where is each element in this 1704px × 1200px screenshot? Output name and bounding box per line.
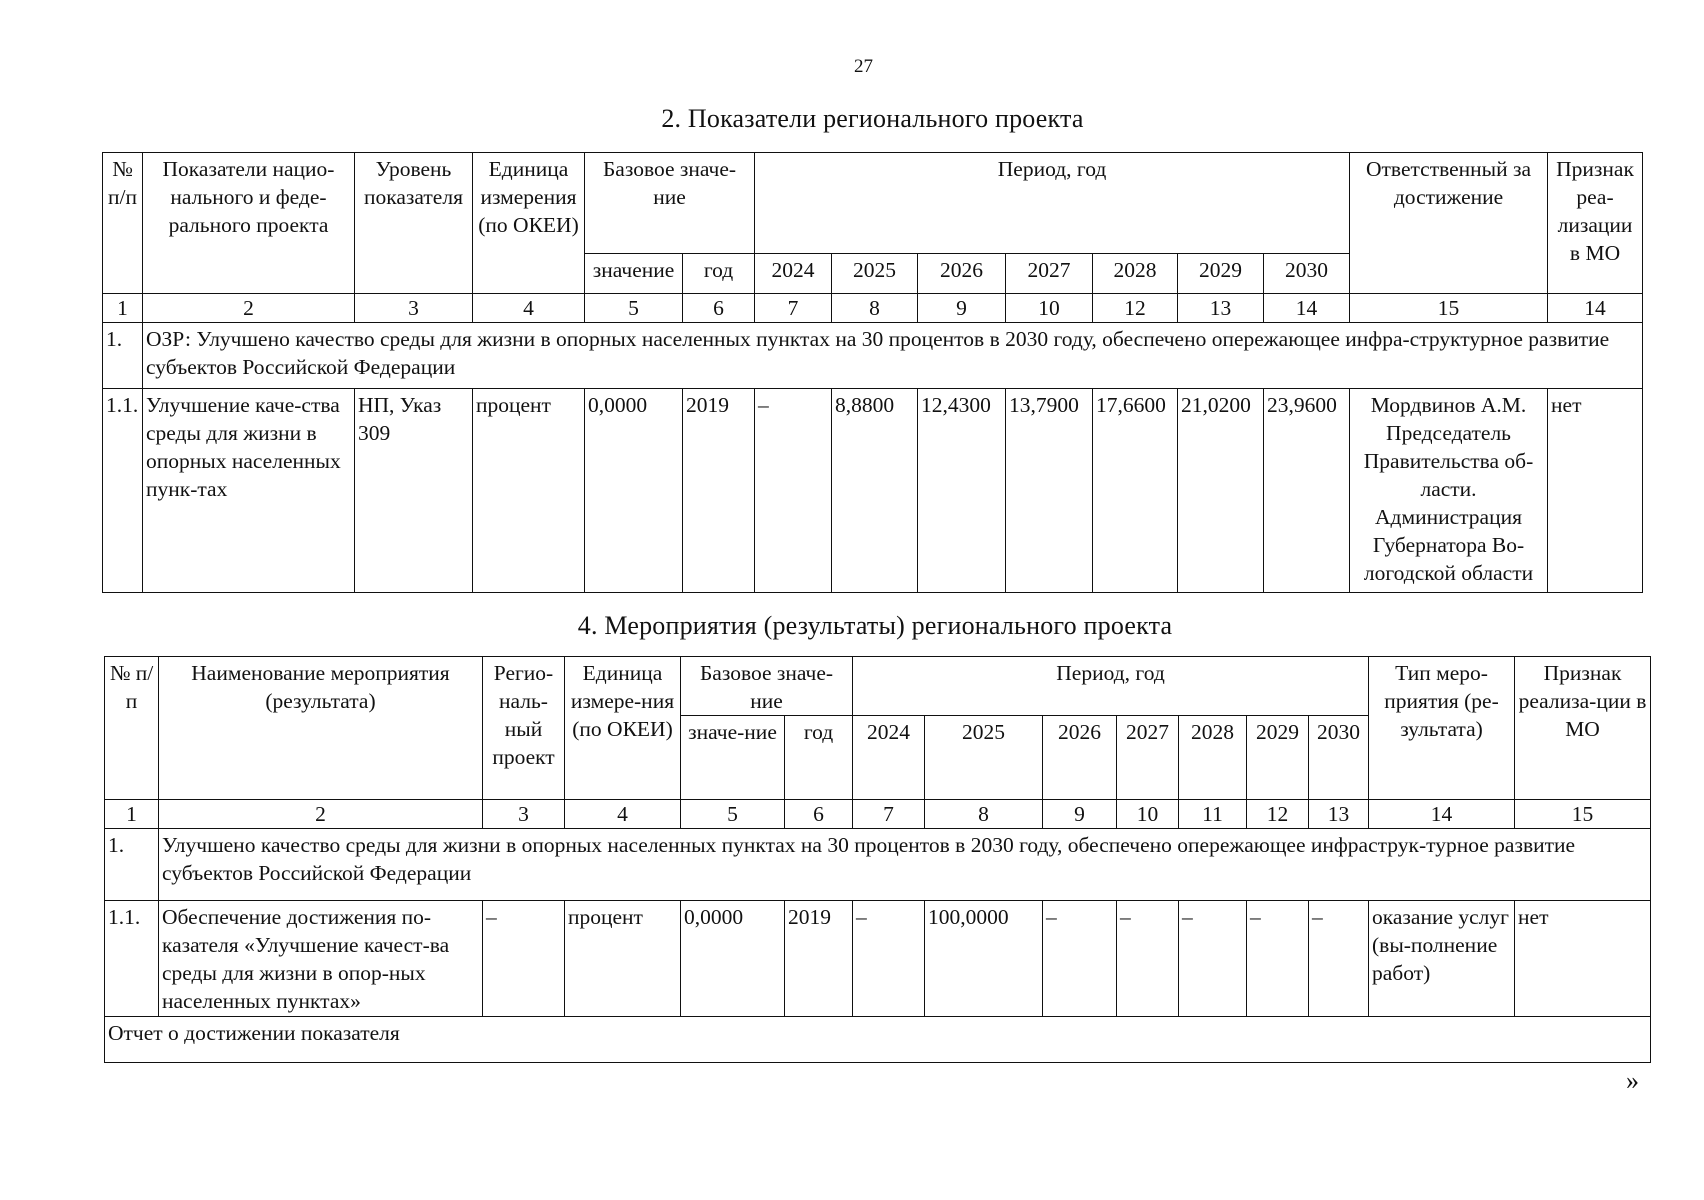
report-row [105, 1017, 1651, 1063]
row-value: – [1309, 901, 1369, 1017]
col-number: 6 [785, 800, 853, 829]
row-base-year: 2019 [785, 901, 853, 1017]
col-number: 8 [925, 800, 1043, 829]
column-numbers-row [105, 800, 1651, 829]
closing-quote: » [1626, 1066, 1639, 1095]
header-year: 2024 [755, 254, 832, 294]
header-period: Период, год [755, 153, 1350, 254]
header-year: 2028 [1093, 254, 1178, 294]
header-indicator: Показатели нацио-нального и феде-рального проекта [143, 153, 355, 294]
header-name: Наименование мероприятия (результата) [159, 657, 483, 800]
row-value: – [1179, 901, 1247, 1017]
row-value: 21,0200 [1178, 389, 1264, 593]
col-number: 12 [1247, 800, 1309, 829]
col-number: 4 [473, 294, 585, 323]
col-number: 10 [1006, 294, 1093, 323]
col-number: 9 [918, 294, 1006, 323]
header-year: 2026 [1043, 716, 1117, 800]
header-year: 2026 [918, 254, 1006, 294]
header-period: Период, год [853, 657, 1369, 716]
col-number: 5 [681, 800, 785, 829]
col-number: 9 [1043, 800, 1117, 829]
col-number: 13 [1309, 800, 1369, 829]
section-4-title: 4. Мероприятия (результаты) регионального проекта [577, 611, 1173, 640]
header-year: 2025 [925, 716, 1043, 800]
header-num: № п/п [105, 657, 159, 800]
header-year: 2027 [1006, 254, 1093, 294]
row-level: НП, Указ 309 [355, 389, 473, 593]
col-number: 15 [1350, 294, 1548, 323]
column-numbers-row [103, 294, 1643, 323]
header-level: Уровень показателя [355, 153, 473, 294]
page-number: 27 [854, 56, 873, 77]
row-base-year: 2019 [683, 389, 755, 593]
header-year: 2030 [1264, 254, 1350, 294]
row-regional: – [483, 901, 565, 1017]
row-value: – [755, 389, 832, 593]
row-value: 8,8800 [832, 389, 918, 593]
header-mo-flag: Признак реа-лизации в МО [1548, 153, 1643, 294]
header-year: 2025 [832, 254, 918, 294]
report-text: Отчет о достижении показателя [105, 1017, 1651, 1063]
header-year: 2029 [1178, 254, 1264, 294]
row-value: 13,7900 [1006, 389, 1093, 593]
col-number: 3 [483, 800, 565, 829]
row-indicator: Улучшение каче-ства среды для жизни в опорных населенных пунк-тах [143, 389, 355, 593]
header-base-value: значе-ние [681, 716, 785, 800]
col-number: 5 [585, 294, 683, 323]
col-number: 2 [159, 800, 483, 829]
row-value: – [1043, 901, 1117, 1017]
col-number: 7 [755, 294, 832, 323]
row-value: – [853, 901, 925, 1017]
header-year: 2027 [1117, 716, 1179, 800]
col-number: 13 [1178, 294, 1264, 323]
row-num: 1.1. [105, 901, 159, 1017]
col-number: 14 [1264, 294, 1350, 323]
col-number: 10 [1117, 800, 1179, 829]
col-number: 1 [105, 800, 159, 829]
header-base: Базовое значе-ние [585, 153, 755, 254]
row-name: Обеспечение достижения по-казателя «Улучшение качест-ва среды для жизни в опор-ных населенных пунктах» [159, 901, 483, 1017]
row-responsible: Мордвинов А.М. Председатель Правительства об-ласти. Администрация Губернатора Во-логодской области [1350, 389, 1548, 593]
col-number: 6 [683, 294, 755, 323]
col-number: 15 [1515, 800, 1651, 829]
col-number: 8 [832, 294, 918, 323]
section-2-title: 2. Показатели регионального проекта [661, 104, 1084, 133]
header-mo-flag: Признак реализа-ции в МО [1515, 657, 1651, 800]
header-responsible: Ответственный за достижение [1350, 153, 1548, 294]
row-mo-flag: нет [1515, 901, 1651, 1017]
indicators-table [102, 152, 1643, 593]
goal-row [105, 829, 1651, 901]
col-number: 1 [103, 294, 143, 323]
header-unit: Единица измере-ния (по ОКЕИ) [565, 657, 681, 800]
row-value: – [1117, 901, 1179, 1017]
row-base-value: 0,0000 [681, 901, 785, 1017]
col-number: 4 [565, 800, 681, 829]
col-number: 2 [143, 294, 355, 323]
header-year: 2024 [853, 716, 925, 800]
header-type: Тип меро-приятия (ре-зультата) [1369, 657, 1515, 800]
header-year: 2029 [1247, 716, 1309, 800]
header-base-year: год [683, 254, 755, 294]
header-base-year: год [785, 716, 853, 800]
row-unit: процент [473, 389, 585, 593]
row-value: – [1247, 901, 1309, 1017]
row-unit: процент [565, 901, 681, 1017]
header-base-value: значение [585, 254, 683, 294]
col-number: 14 [1548, 294, 1643, 323]
row-mo-flag: нет [1548, 389, 1643, 593]
col-number: 12 [1093, 294, 1178, 323]
row-base-value: 0,0000 [585, 389, 683, 593]
table-row [103, 389, 1643, 593]
goal-text: Улучшено качество среды для жизни в опорных населенных пунктах на 30 процентов в 2030 году, обеспечено опережающее инфраструк-турное развитие субъектов Российской Федерации [159, 829, 1651, 901]
table-row [105, 901, 1651, 1017]
row-num: 1.1. [103, 389, 143, 593]
row-value: 17,6600 [1093, 389, 1178, 593]
header-regional: Регио-наль-ный проект [483, 657, 565, 800]
goal-num: 1. [103, 323, 143, 389]
header-unit: Единица измерения (по ОКЕИ) [473, 153, 585, 294]
row-value: 12,4300 [918, 389, 1006, 593]
activities-table [104, 656, 1651, 1063]
goal-row [103, 323, 1643, 389]
header-num: № п/п [103, 153, 143, 294]
col-number: 11 [1179, 800, 1247, 829]
row-type: оказание услуг (вы-полнение работ) [1369, 901, 1515, 1017]
goal-text: ОЗР: Улучшено качество среды для жизни в опорных населенных пунктах на 30 процентов в 2030 году, обеспечено опережающее инфра-структурное развитие субъектов Российской Федерации [143, 323, 1643, 389]
goal-num: 1. [105, 829, 159, 901]
header-base: Базовое значе-ние [681, 657, 853, 716]
col-number: 3 [355, 294, 473, 323]
col-number: 14 [1369, 800, 1515, 829]
col-number: 7 [853, 800, 925, 829]
row-value: 100,0000 [925, 901, 1043, 1017]
header-year: 2028 [1179, 716, 1247, 800]
row-value: 23,9600 [1264, 389, 1350, 593]
header-year: 2030 [1309, 716, 1369, 800]
